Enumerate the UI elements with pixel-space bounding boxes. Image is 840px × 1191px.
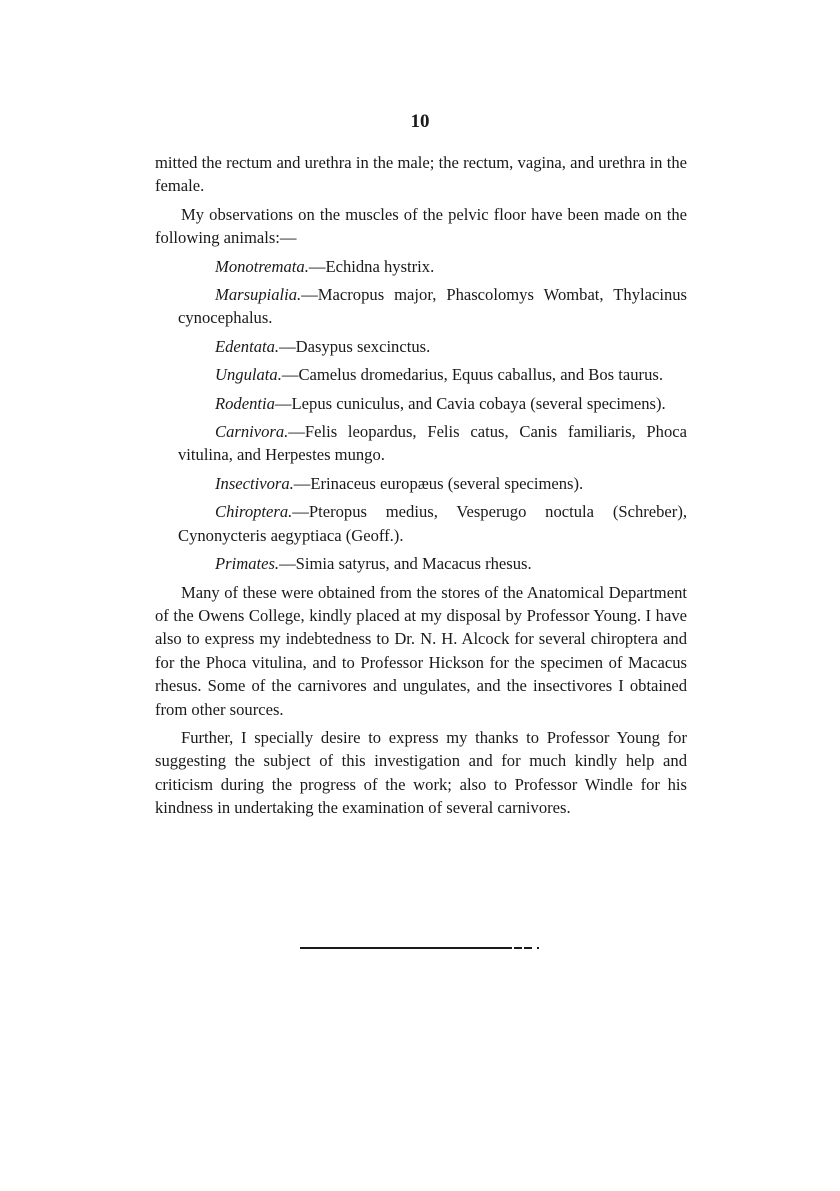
- taxon-name: Marsupialia.: [215, 285, 302, 305]
- paragraph-animals-intro: My observations on the muscles of the pelvic floor have been made on the following animals:—: [155, 204, 687, 248]
- species-list: —Simia satyrus, and Macacus rhesus.: [279, 554, 532, 574]
- paragraph-acknowledgements: Further, I specially desire to express my thanks to Professor Young for suggesting the subject of this investigation and for much kindly help and criticism during the progress of the work; also to Professor Windle for his kindness in undertaking the examination of several carnivores.: [155, 727, 687, 818]
- page-number: 10: [410, 111, 430, 132]
- list-item-carnivora: [155, 420, 687, 467]
- paragraph-continuation: mitted the rectum and urethra in the male; the rectum, vagina, and urethra in the female.: [155, 153, 687, 196]
- list-item-insectivora: [155, 472, 687, 495]
- species-list: —Pteropus medius, Vesperugo noctula (Schreber), Cynonycteris aegyptiaca (Geoff.).: [178, 502, 687, 545]
- taxon-name: Chiroptera.: [215, 502, 293, 522]
- list-item-chiroptera: [155, 500, 687, 547]
- section-end-rule-dash: [524, 947, 532, 949]
- species-list: —Felis leopardus, Felis catus, Canis familiaris, Phoca vitulina, and Herpestes mungo.: [178, 422, 687, 465]
- list-item-marsupialia: [155, 283, 687, 330]
- species-list: —Camelus dromedarius, Equus caballus, and Bos taurus.: [281, 365, 663, 385]
- body-text: [155, 151, 687, 825]
- section-end-rule-dot: [537, 947, 539, 949]
- species-list: —Macropus major, Phascolomys Wombat, Thylacinus cynocephalus.: [178, 285, 687, 328]
- paragraph-sources: Many of these were obtained from the stores of the Anatomical Department of the Owens College, kindly placed at my disposal by Professor Young. I have also to express my indebtedness to Dr. N. H. Alcock for several chiroptera and for the Phoca vitulina, and to Professor Hickson for the specimen of Macacus rhesus. Some of the carnivores and ungulates, and the insectivores I obtained from other sources.: [155, 582, 687, 719]
- taxon-name: Edentata.: [215, 336, 280, 356]
- section-end-rule: [300, 947, 512, 949]
- taxon-name: Monotremata.: [215, 256, 309, 276]
- taxon-name: Insectivora.: [215, 473, 294, 493]
- species-list: —Lepus cuniculus, and Cavia cobaya (several specimens).: [274, 393, 666, 413]
- taxon-name: Primates.: [215, 554, 280, 574]
- species-list: —Dasypus sexcinctus.: [279, 336, 431, 356]
- list-item-monotremata: [155, 255, 687, 278]
- taxon-name: Carnivora.: [215, 422, 289, 442]
- list-item-rodentia: [155, 392, 687, 415]
- species-list: —Erinaceus europæus (several specimens).: [293, 473, 584, 493]
- taxon-name: Ungulata.: [215, 365, 282, 385]
- section-end-rule-dash: [514, 947, 522, 949]
- taxon-name: Rodentia: [215, 393, 275, 413]
- list-item-ungulata: [155, 363, 687, 386]
- species-list: —Echidna hystrix.: [308, 256, 435, 276]
- list-item-primates: [155, 552, 687, 575]
- list-item-edentata: [155, 335, 687, 358]
